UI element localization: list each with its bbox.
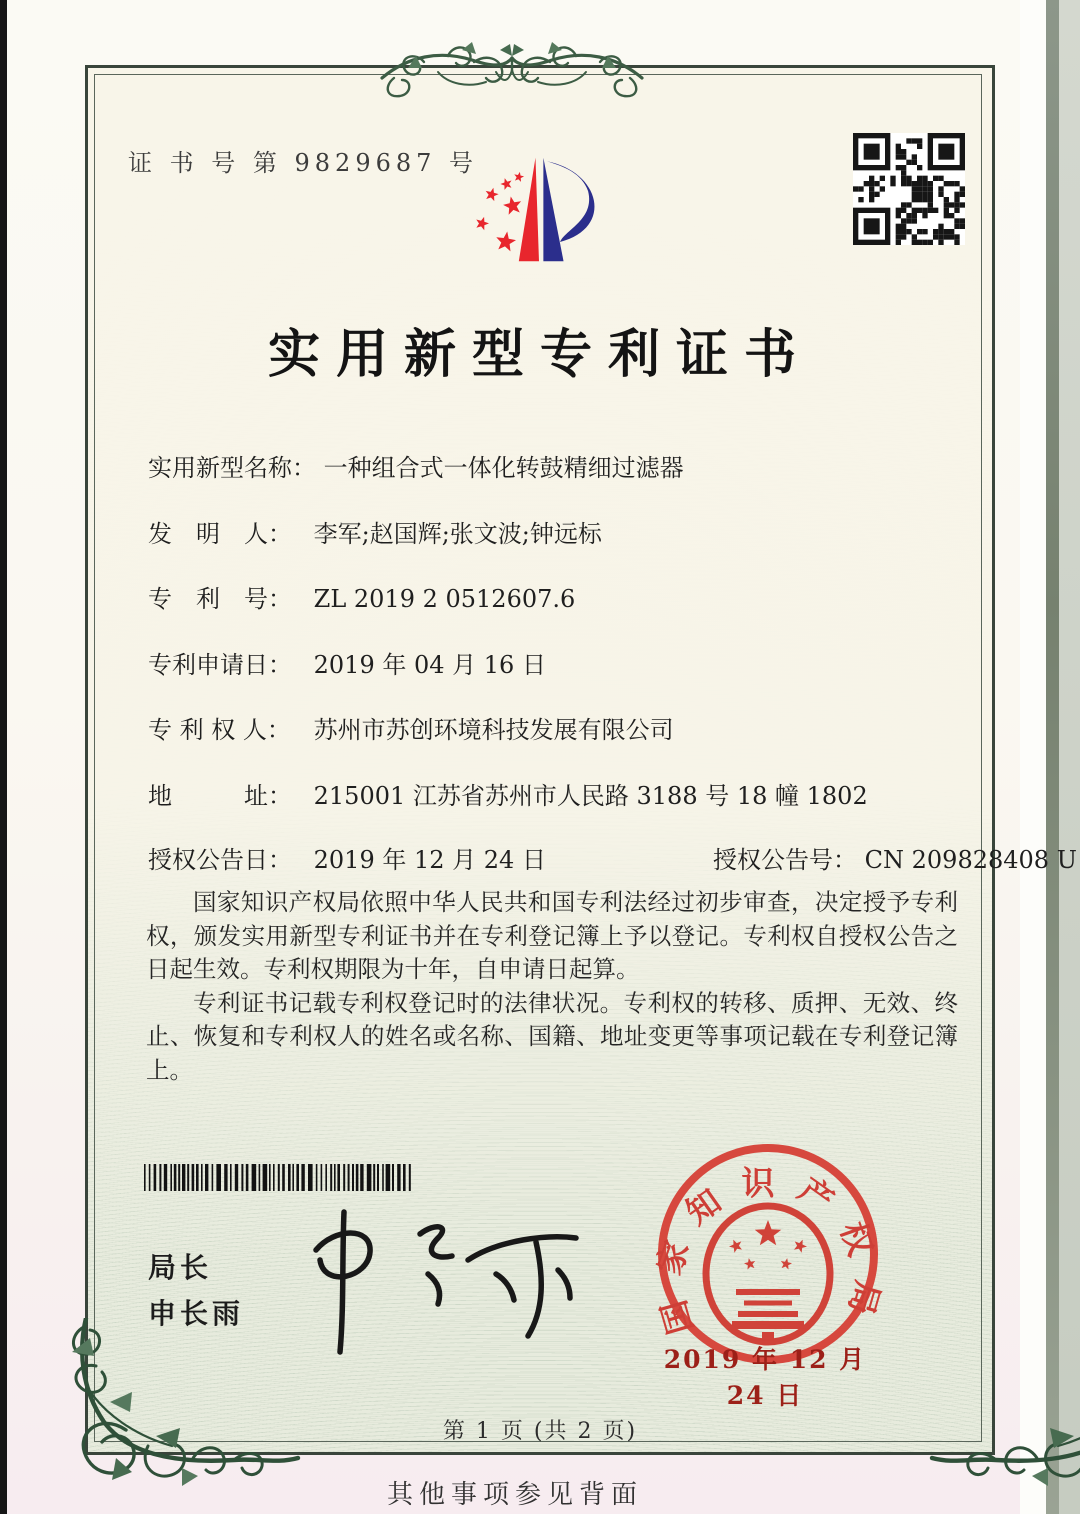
field-label: 专利申请日： [148,651,292,679]
paper-right-edge [1020,0,1046,1514]
photo-background-outer [1059,0,1080,1514]
grant-no-value: CN 209828408 U [864,846,1077,874]
field-value: 李军;赵国辉;张文波;钟远标 [313,520,602,548]
barcode [144,1164,418,1191]
field-label: 实用新型名称： [148,454,316,482]
field-value: 苏州市苏创环境科技发展有限公司 [313,716,674,744]
field-row-patent-no [148,579,958,614]
top-border-ornament [378,38,646,112]
page-number: 第 1 页 (共 2 页) [442,1419,638,1444]
logo-red-wedge [519,158,539,261]
officer-name: 申长雨 [148,1297,245,1330]
field-label: 专 利 号： [148,585,292,613]
field-value: 2019 年 04 月 16 日 [313,651,546,679]
photo-background-strip [1046,0,1059,1514]
bottom-right-corner-ornament [928,1318,1080,1490]
back-side-note: 其他事项参见背面 [386,1480,643,1510]
certificate-number: 证 书 号 第 9829687 号 [128,149,479,177]
cnipa-patent-logo [432,134,660,292]
legal-paragraph-2: 专利证书记载专利权登记时的法律状况。专利权的转移、质押、无效、终止、恢复和专利权人的姓名或名称、国籍、地址变更等事项记载在专利登记簿上。 [146,988,958,1084]
field-label: 发 明 人： [148,520,292,548]
field-row-filing-date [148,645,958,680]
bottom-left-corner-ornament [52,1318,302,1490]
logo-blue-wedge [543,158,563,261]
seal-text: 国家知识产权局 [648,1163,888,1339]
field-row-grant [148,840,1077,875]
seal-date: 2019 年 12 月 24 日 [663,1345,867,1410]
photo-left-edge [0,0,7,1514]
legal-paragraph-1: 国家知识产权局依照中华人民共和国专利法经过初步审查，决定授予专利权，颁发实用新型专利证书并在专利登记簿上予以登记。专利权自授权公告之日起生效。专利权期限为十年，自申请日起算。 [146,888,958,983]
officer-title: 局长 [148,1251,213,1284]
field-value: ZL 2019 2 0512607.6 [313,585,576,613]
grant-date-label: 授权公告日： [148,846,292,874]
national-emblem-icon [706,1206,830,1342]
field-row-inventors [148,514,958,549]
field-value: 215001 江苏省苏州市人民路 3188 号 18 幢 1802 [313,782,868,810]
qr-code [853,133,965,245]
field-row-address [148,776,958,811]
field-row-patentee [148,710,958,745]
director-signature [300,1198,590,1358]
grant-date-value: 2019 年 12 月 24 日 [313,846,546,874]
field-label: 专 利 权 人： [148,716,291,744]
field-label: 地 址： [148,782,292,810]
certificate-title: 实用新型专利证书 [267,324,812,385]
field-value: 一种组合式一体化转鼓精细过滤器 [323,454,684,482]
legal-text [146,886,958,1087]
logo-stars-icon [476,172,524,251]
grant-no-label: 授权公告号： [713,846,857,874]
field-row-name [148,448,958,483]
